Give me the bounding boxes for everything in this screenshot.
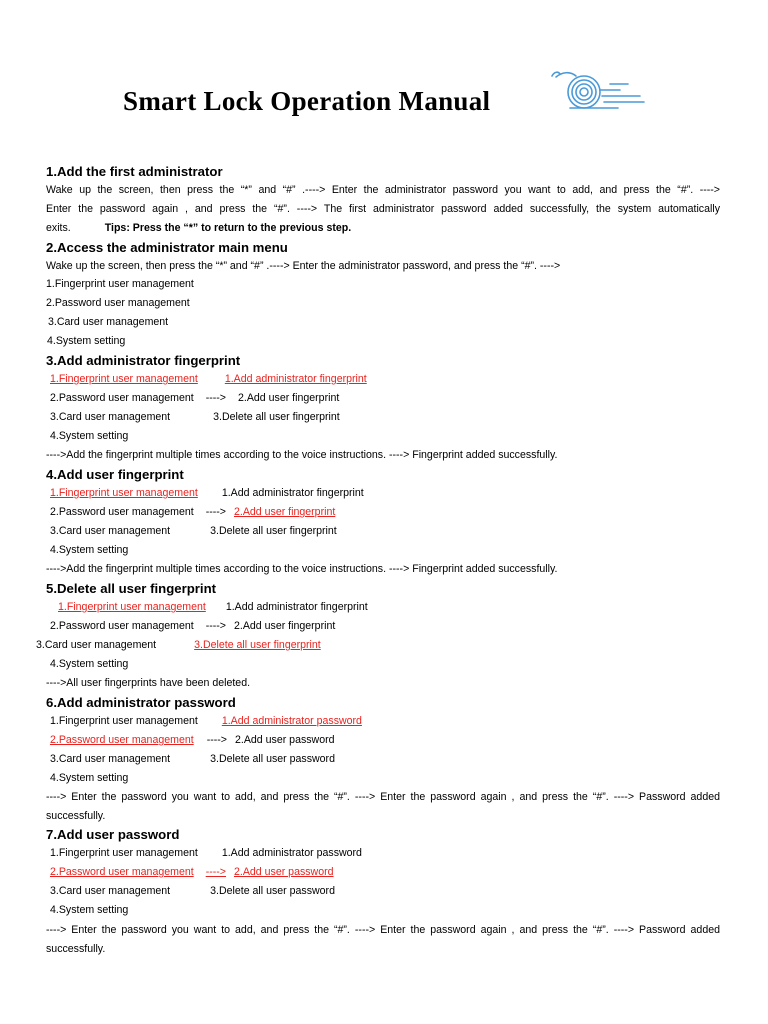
- section-2-text: Wake up the screen, then press the “*” and “#” .----> Enter the administrator password, and press the “#”. ---->: [46, 260, 561, 272]
- section-7-menu-row-1: 1.Fingerprint user management 1.Add administrator password: [50, 847, 362, 859]
- highlight-fingerprint-user-management: 1.Fingerprint user management: [50, 487, 198, 499]
- section-5-result: ---->All user fingerprints have been deleted.: [46, 677, 251, 689]
- section-4-menu-row-1: 1.Fingerprint user management 1.Add administrator fingerprint: [50, 487, 364, 499]
- section-4-heading: 4.Add user fingerprint: [46, 467, 184, 482]
- section-6-menu-row-2: 2.Password user management ----> 2.Add user password: [50, 734, 335, 746]
- fingerprint-snail-icon: [548, 68, 648, 118]
- highlight-add-user-fingerprint: 2.Add user fingerprint: [234, 506, 336, 518]
- highlight-fingerprint-user-management: 1.Fingerprint user management: [50, 373, 198, 385]
- section-1-text-line-2: Enter the password again , and press the “#”. ----> The first administrator password added successfully, the system automatically: [46, 203, 720, 215]
- section-4-menu-row-2: 2.Password user management ----> 2.Add user fingerprint: [50, 506, 336, 518]
- highlight-delete-all-user-fingerprint: 3.Delete all user fingerprint: [194, 639, 321, 651]
- section-6-result-line-1: ----> Enter the password you want to add, and press the “#”. ----> Enter the password again , and press the “#”. ----> Password added: [46, 791, 720, 803]
- highlight-fingerprint-user-management: 1.Fingerprint user management: [58, 601, 206, 613]
- menu-item-password: 2.Password user management: [46, 297, 190, 309]
- section-4-result: ---->Add the fingerprint multiple times according to the voice instructions. ----> Fingerprint added successfully.: [46, 563, 558, 575]
- menu-item-system: 4.System setting: [47, 335, 126, 347]
- section-3-menu-row-3: 3.Card user management 3.Delete all user fingerprint: [50, 411, 340, 423]
- section-6-menu-row-1: 1.Fingerprint user management 1.Add administrator password: [50, 715, 362, 727]
- section-7-menu-row-2: 2.Password user management ----> 2.Add user password: [50, 866, 334, 878]
- section-3-menu-row-2: 2.Password user management ----> 2.Add user fingerprint: [50, 392, 340, 404]
- section-5-heading: 5.Delete all user fingerprint: [46, 581, 217, 596]
- highlight-password-user-management: 2.Password user management: [50, 866, 194, 878]
- section-6-result-line-2: successfully.: [46, 810, 106, 822]
- tips-text: Tips: Press the “*” to return to the previous step.: [104, 222, 352, 234]
- section-7-result-line-1: ----> Enter the password you want to add, and press the “#”. ----> Enter the password again , and press the “#”. ----> Password added: [46, 924, 720, 936]
- section-7-heading: 7.Add user password: [46, 827, 180, 842]
- section-5-menu-row-2: 2.Password user management ----> 2.Add user fingerprint: [50, 620, 336, 632]
- exits-text: exits.: [46, 222, 71, 234]
- section-4-menu-row-3: 3.Card user management 3.Delete all user fingerprint: [50, 525, 337, 537]
- section-3-menu-row-1: [50, 373, 367, 386]
- highlight-add-administrator-fingerprint: 1.Add administrator fingerprint: [224, 373, 367, 385]
- section-1-heading: 1.Add the first administrator: [46, 164, 223, 179]
- section-2-heading: 2.Access the administrator main menu: [46, 240, 288, 255]
- section-7-result-line-2: successfully.: [46, 943, 106, 955]
- section-5-menu-row-1: 1.Fingerprint user management 1.Add administrator fingerprint: [58, 601, 368, 613]
- section-3-menu-row-4: 4.System setting: [50, 430, 129, 442]
- highlight-add-administrator-password: 1.Add administrator password: [221, 715, 362, 727]
- section-1-text-line-1: Wake up the screen, then press the “*” and “#” .----> Enter the administrator password you want to add, and press the “#”. ---->: [46, 184, 720, 196]
- section-7-menu-row-4: 4.System setting: [50, 904, 129, 916]
- page-title: Smart Lock Operation Manual: [123, 86, 491, 116]
- highlight-add-user-password: 2.Add user password: [234, 866, 334, 878]
- menu-item-card: 3.Card user management: [48, 316, 169, 328]
- menu-item-fingerprint: 1.Fingerprint user management: [46, 278, 194, 290]
- section-4-menu-row-4: 4.System setting: [50, 544, 129, 556]
- section-6-menu-row-4: 4.System setting: [50, 772, 129, 784]
- highlight-password-user-management: 2.Password user management: [50, 734, 194, 746]
- section-5-menu-row-3: 3.Card user management 3.Delete all user fingerprint: [36, 639, 321, 651]
- section-3-result: ---->Add the fingerprint multiple times according to the voice instructions. ----> Fingerprint added successfully.: [46, 449, 558, 461]
- section-7-menu-row-3: 3.Card user management 3.Delete all user password: [50, 885, 335, 897]
- section-6-menu-row-3: 3.Card user management 3.Delete all user password: [50, 753, 335, 765]
- section-3-heading: 3.Add administrator fingerprint: [46, 353, 241, 368]
- section-6-heading: 6.Add administrator password: [46, 695, 236, 710]
- section-1-text-line-3: [46, 222, 351, 235]
- section-5-menu-row-4: 4.System setting: [50, 658, 129, 670]
